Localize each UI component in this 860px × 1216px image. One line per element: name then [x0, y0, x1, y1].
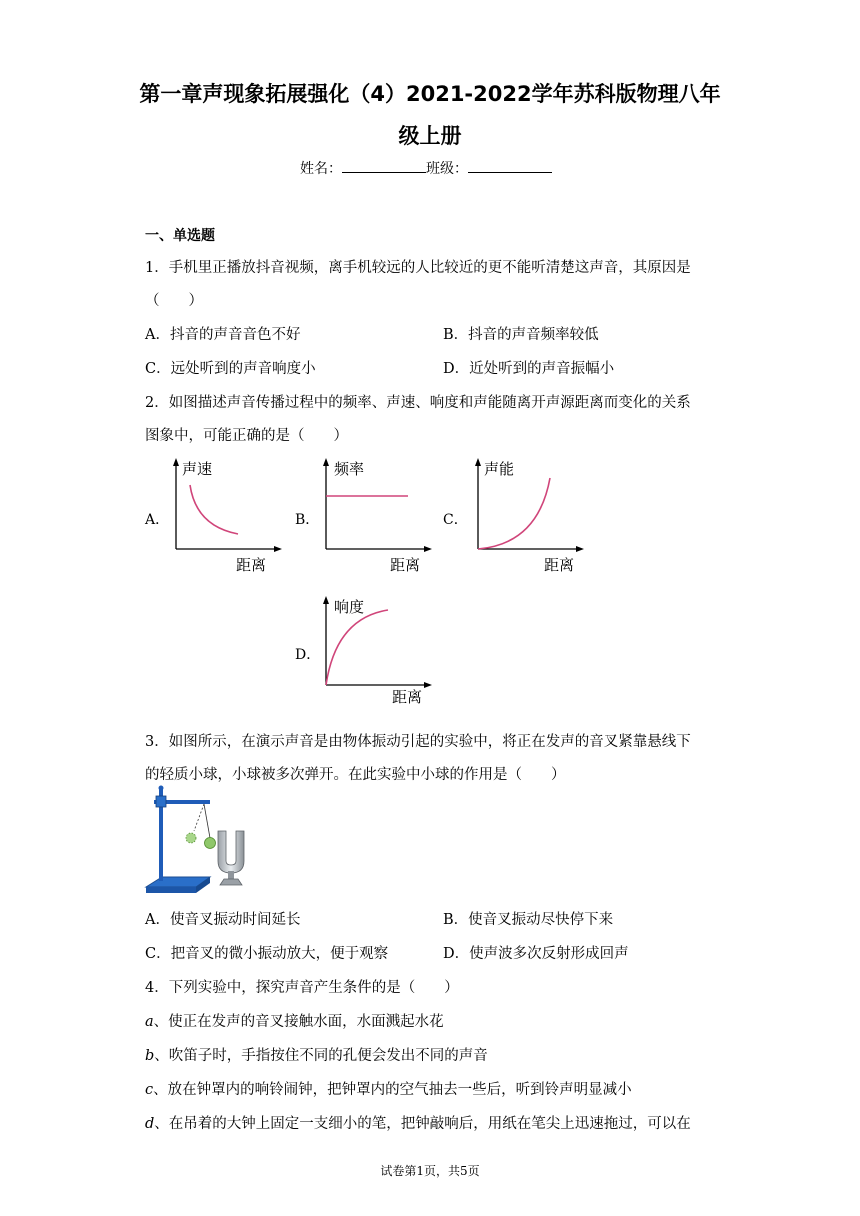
ball-previous-position [186, 833, 196, 843]
q2-stem-line-1: 2．如图描述声音传播过程中的频率、声速、响度和声能随离开声源距离而变化的关系 [145, 395, 691, 411]
q2-option-b-label: B． [295, 512, 320, 528]
q4-stem: 4．下列实验中，探究声音产生条件的是（ ） [145, 980, 459, 996]
q1-option-d: D．近处听到的声音振幅小 [443, 361, 615, 377]
suspension-thread [194, 804, 204, 831]
graph-b-x-arrow [424, 546, 432, 552]
graph-d-y-arrow [323, 596, 329, 604]
q1-stem-line-1: 1．手机里正播放抖音视频，离手机较远的人比较近的更不能听清楚这声音，其原因是 [145, 260, 691, 276]
q3-stem-line-1: 3．如图所示，在演示声音是由物体振动引起的实验中，将正在发声的音叉紧靠悬线下 [145, 734, 691, 750]
graph-b-y-arrow [323, 458, 329, 466]
q1-option-a: A．抖音的声音音色不好 [145, 327, 301, 343]
graph-a-xlabel: 距离 [236, 556, 267, 574]
graph-a-x-arrow [274, 546, 282, 552]
graph-b-ylabel: 频率 [334, 460, 365, 478]
q3-stem-line-2: 的轻质小球，小球被多次弹开。在此实验中小球的作用是（ ） [145, 767, 566, 783]
light-ball [205, 838, 216, 849]
q4-item-c: c、放在钟罩内的响铃闹钟，把钟罩内的空气抽去一些后，听到铃声明显减小 [145, 1082, 632, 1098]
graph-a-curve [190, 485, 238, 534]
graph-d-ylabel: 响度 [334, 598, 365, 616]
graph-d [318, 590, 438, 715]
tuning-fork-apparatus-figure [144, 783, 256, 898]
graph-d-x-arrow [424, 682, 432, 688]
q4-item-a: a、使正在发声的音叉接触水面，水面溅起水花 [145, 1014, 444, 1030]
q2-option-a-label: A． [145, 512, 170, 528]
graph-c-xlabel: 距离 [544, 556, 575, 574]
graph-d-curve [326, 610, 388, 685]
page-footer: 试卷第1页，共5页 [380, 1164, 480, 1178]
q3-option-b: B．使音叉振动尽快停下来 [443, 912, 614, 928]
graph-a-y-arrow [173, 458, 179, 466]
q2-option-c-label: C． [443, 512, 468, 528]
graph-c-x-arrow [576, 546, 584, 552]
q2-stem-line-2: 图象中，可能正确的是（ ） [145, 428, 348, 444]
title-line-2: 级上册 [398, 124, 462, 148]
tuning-fork-base [220, 879, 242, 885]
graph-d-xlabel: 距离 [392, 688, 423, 706]
class-label: 班级： [426, 161, 468, 177]
tuning-fork [218, 831, 244, 873]
q1-stem-line-2: （ ） [145, 293, 203, 309]
name-blank[interactable] [342, 158, 426, 173]
graph-c [470, 452, 590, 577]
q3-option-a: A．使音叉振动时间延长 [145, 912, 301, 928]
q3-option-d: D．使声波多次反射形成回声 [443, 946, 629, 962]
section-title: 一、单选题 [145, 228, 215, 244]
graph-c-y-arrow [475, 458, 481, 466]
name-class-line [300, 158, 552, 178]
q4-item-d: d、在吊着的大钟上固定一支细小的笔，把钟敲响后，用纸在笔尖上迅速拖过，可以在 [145, 1116, 691, 1132]
q4-item-b: b、吹笛子时，手指按住不同的孔便会发出不同的声音 [145, 1048, 488, 1064]
graph-c-ylabel: 声能 [484, 460, 515, 478]
graph-a [168, 452, 288, 577]
q2-option-d-label: D． [295, 647, 321, 663]
q1-option-b: B．抖音的声音频率较低 [443, 327, 599, 343]
q3-option-c: C．把音叉的微小振动放大，便于观察 [145, 946, 389, 962]
title-line-1: 第一章声现象拓展强化（4）2021-2022学年苏科版物理八年 [139, 82, 721, 106]
class-blank[interactable] [468, 158, 552, 173]
graph-b-xlabel: 距离 [390, 556, 421, 574]
name-label: 姓名： [300, 161, 342, 177]
graph-a-ylabel: 声速 [182, 460, 213, 478]
graph-c-curve [478, 478, 550, 549]
q1-option-c: C．远处听到的声音响度小 [145, 361, 316, 377]
graph-b [318, 452, 438, 577]
